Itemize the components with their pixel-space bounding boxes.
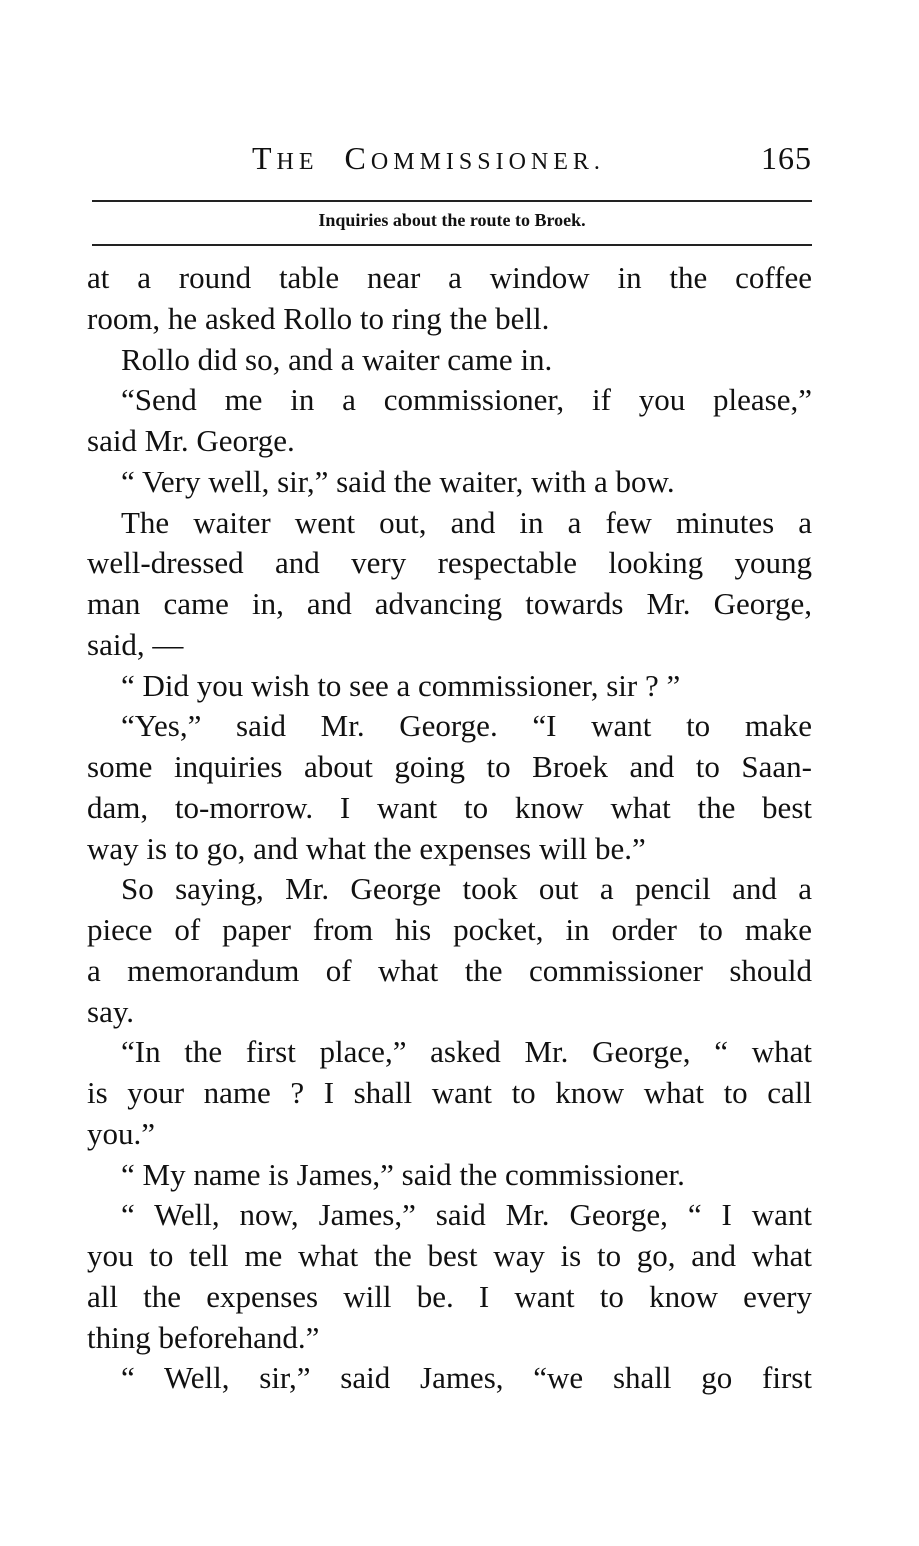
text-line: well-dressed and very respectable looking young bbox=[87, 545, 812, 581]
text-line: “ Well, now, James,” said Mr. George, “ I want bbox=[121, 1197, 812, 1233]
text-line: dam, to-morrow. I want to know what the best bbox=[87, 789, 812, 825]
text-line: say. bbox=[87, 993, 135, 1029]
header-rule-bottom bbox=[92, 244, 812, 246]
text-line: man came in, and advancing towards Mr. George, bbox=[87, 586, 812, 621]
text-line: “Send me in a commissioner, if you please,” bbox=[121, 382, 812, 418]
section-subheading: Inquiries about the route to Broek. bbox=[318, 210, 586, 230]
text-line: you.” bbox=[87, 1115, 156, 1151]
text-line: piece of paper from his pocket, in order to make bbox=[87, 912, 812, 947]
text-line: said, — bbox=[87, 626, 184, 662]
title-initial-commissioner: C bbox=[344, 140, 371, 176]
running-title bbox=[252, 140, 605, 177]
text-line: Rollo did so, and a waiter came in. bbox=[121, 341, 553, 377]
body-text bbox=[87, 258, 812, 1399]
text-line: “ Did you wish to see a commissioner, sir ? ” bbox=[121, 667, 681, 703]
text-line: “Yes,” said Mr. George. “I want to make bbox=[121, 708, 812, 744]
text-line: “ Very well, sir,” said the waiter, with a bow. bbox=[121, 463, 675, 499]
text-line: some inquiries about going to Broek and to Saan- bbox=[87, 749, 812, 784]
text-line: is your name ? I shall want to know what to call bbox=[87, 1075, 812, 1110]
text-line: room, he asked Rollo to ring the bell. bbox=[87, 300, 550, 336]
text-line: a memorandum of what the commissioner should bbox=[87, 952, 812, 988]
text-line: “ My name is James,” said the commissioner. bbox=[121, 1156, 685, 1192]
title-initial-the: T bbox=[252, 140, 277, 176]
text-line: “In the first place,” asked Mr. George, “ what bbox=[121, 1034, 812, 1070]
page-number: 165 bbox=[761, 140, 812, 176]
header-rule-top bbox=[92, 200, 812, 202]
text-line: So saying, Mr. George took out a pencil and a bbox=[121, 871, 812, 907]
text-line: thing beforehand.” bbox=[87, 1319, 320, 1355]
text-line: “ Well, sir,” said James, “we shall go first bbox=[121, 1360, 812, 1396]
running-header bbox=[90, 140, 812, 184]
text-line: at a round table near a window in the coffee bbox=[87, 260, 812, 295]
text-line: you to tell me what the best way is to go, and what bbox=[87, 1238, 812, 1273]
title-rest-commissioner: OMMISSIONER. bbox=[370, 149, 605, 175]
title-rest-the: HE bbox=[276, 149, 319, 175]
text-line: all the expenses will be. I want to know every bbox=[87, 1278, 812, 1314]
text-line: The waiter went out, and in a few minutes a bbox=[121, 504, 812, 540]
text-line: said Mr. George. bbox=[87, 423, 295, 458]
text-line: way is to go, and what the expenses will be.” bbox=[87, 830, 646, 866]
